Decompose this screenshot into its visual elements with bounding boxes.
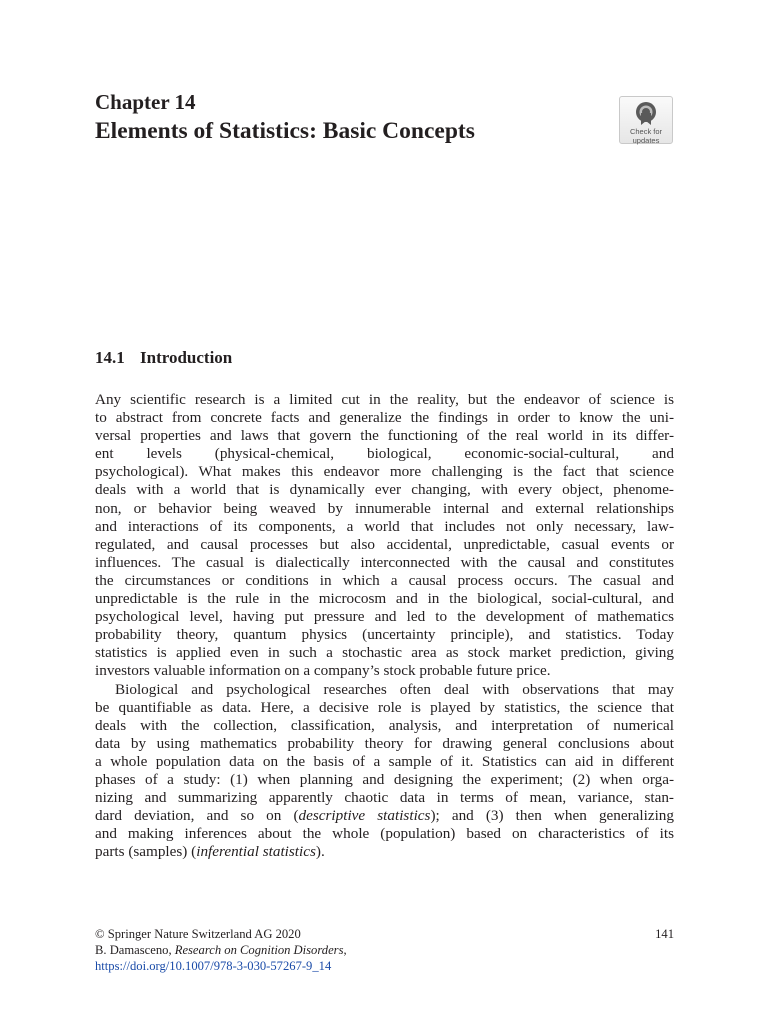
paragraph1-line: deals with a world that is dynamically ever changing, with every object, phenome-	[95, 481, 674, 499]
paragraph2-line: and making inferences about the whole (population) based on characteristics of its	[95, 825, 674, 843]
italic-term-inferential: inferential statistics	[196, 843, 316, 861]
paragraph1-line: ent levels (physical-chemical, biological, economic-social-cultural, and	[95, 445, 674, 463]
paragraph1-line: unpredictable is the rule in the microcosm and in the biological, social-cultural, and	[95, 590, 674, 608]
paragraph1-line: psychological). What makes this endeavor more challenging is the fact that science	[95, 463, 674, 481]
paragraph1-line: psychological level, having put pressure and led to the development of mathematics	[95, 608, 674, 626]
paragraph2-line: a whole population data on the basis of a sample of it. Statistics can aid in different	[95, 752, 674, 770]
paragraph1-line: non, or behavior being weaved by innumerable internal and external relationships	[95, 499, 674, 517]
paragraph2-line	[95, 843, 674, 861]
paragraph2-line: Biological and psychological researches often deal with observations that may	[115, 680, 674, 698]
badge-text-line1: Check for	[629, 127, 663, 136]
chapter-label: Chapter 14	[95, 90, 196, 114]
paragraph2-line	[95, 807, 674, 825]
line-text: ).	[315, 843, 325, 861]
check-for-updates-badge[interactable]	[619, 96, 673, 144]
paragraph1-line: and interactions of its components, a world that includes not only necessary, law-	[95, 517, 674, 535]
doi-link[interactable]: https://doi.org/10.1007/978-3-030-57267-9_14	[95, 959, 332, 973]
paragraph2-line: phases of a study: (1) when planning and designing the experiment; (2) when orga-	[95, 770, 674, 788]
author-name: B. Damasceno,	[95, 943, 175, 957]
paragraph1-line: probability theory, quantum physics (uncertainty principle), and statistics. Today	[95, 626, 674, 644]
body-text	[95, 391, 674, 861]
paragraph2-line: data by using mathematics probability theory for drawing general conclusions about	[95, 734, 674, 752]
paragraph2-line: be quantifiable as data. Here, a decisive role is played by statistics, the science that	[95, 698, 674, 716]
footer	[95, 926, 674, 974]
book-title: Research on Cognition Disorders	[174, 943, 344, 957]
paragraph2-line: nizing and summarizing apparently chaotic data in terms of mean, variance, stan-	[95, 789, 674, 807]
section-title: Introduction	[140, 348, 233, 367]
section-heading	[95, 347, 232, 369]
paragraph1-line: influences. The casual is dialectically interconnected with the causal and constitutes	[95, 553, 674, 571]
paragraph1-line: investors valuable information on a company’s stock probable future price.	[95, 662, 551, 680]
doi-line	[95, 958, 674, 974]
paragraph1-line: Any scientific research is a limited cut in the reality, but the endeavor of science is	[95, 391, 674, 408]
paragraph2-line: deals with the collection, classification, analysis, and interpretation of numerical	[95, 716, 674, 734]
section-number: 14.1	[95, 348, 125, 367]
check-for-updates-icon	[635, 101, 657, 127]
page-number: 141	[655, 927, 674, 941]
paragraph1-line: to abstract from concrete facts and generalize the findings in order to know the uni-	[95, 409, 674, 427]
chapter-title: Elements of Statistics: Basic Concepts	[95, 118, 475, 144]
paragraph1-line: statistics is applied even in such a stochastic area as stock market prediction, giving	[95, 644, 674, 662]
line-text: parts (samples) (	[95, 843, 197, 861]
citation-line	[95, 942, 674, 958]
paragraph1-line: versal properties and laws that govern the functioning of the real world in its differ-	[95, 427, 674, 445]
paragraph1-line: regulated, and causal processes but also accidental, unpredictable, casual events or	[95, 535, 674, 553]
badge-text-line2: updates	[632, 136, 660, 145]
line-text: dard deviation, and so on (	[95, 807, 299, 825]
line-text: ); and (3) then when generalizing	[430, 807, 674, 825]
copyright-notice: © Springer Nature Switzerland AG 2020	[95, 927, 301, 941]
paragraph1-line: the circumstances or conditions in which a causal process occurs. The casual and	[95, 571, 674, 589]
book-title-suffix: ,	[343, 943, 347, 957]
italic-term-descriptive: descriptive statistics	[298, 807, 431, 825]
